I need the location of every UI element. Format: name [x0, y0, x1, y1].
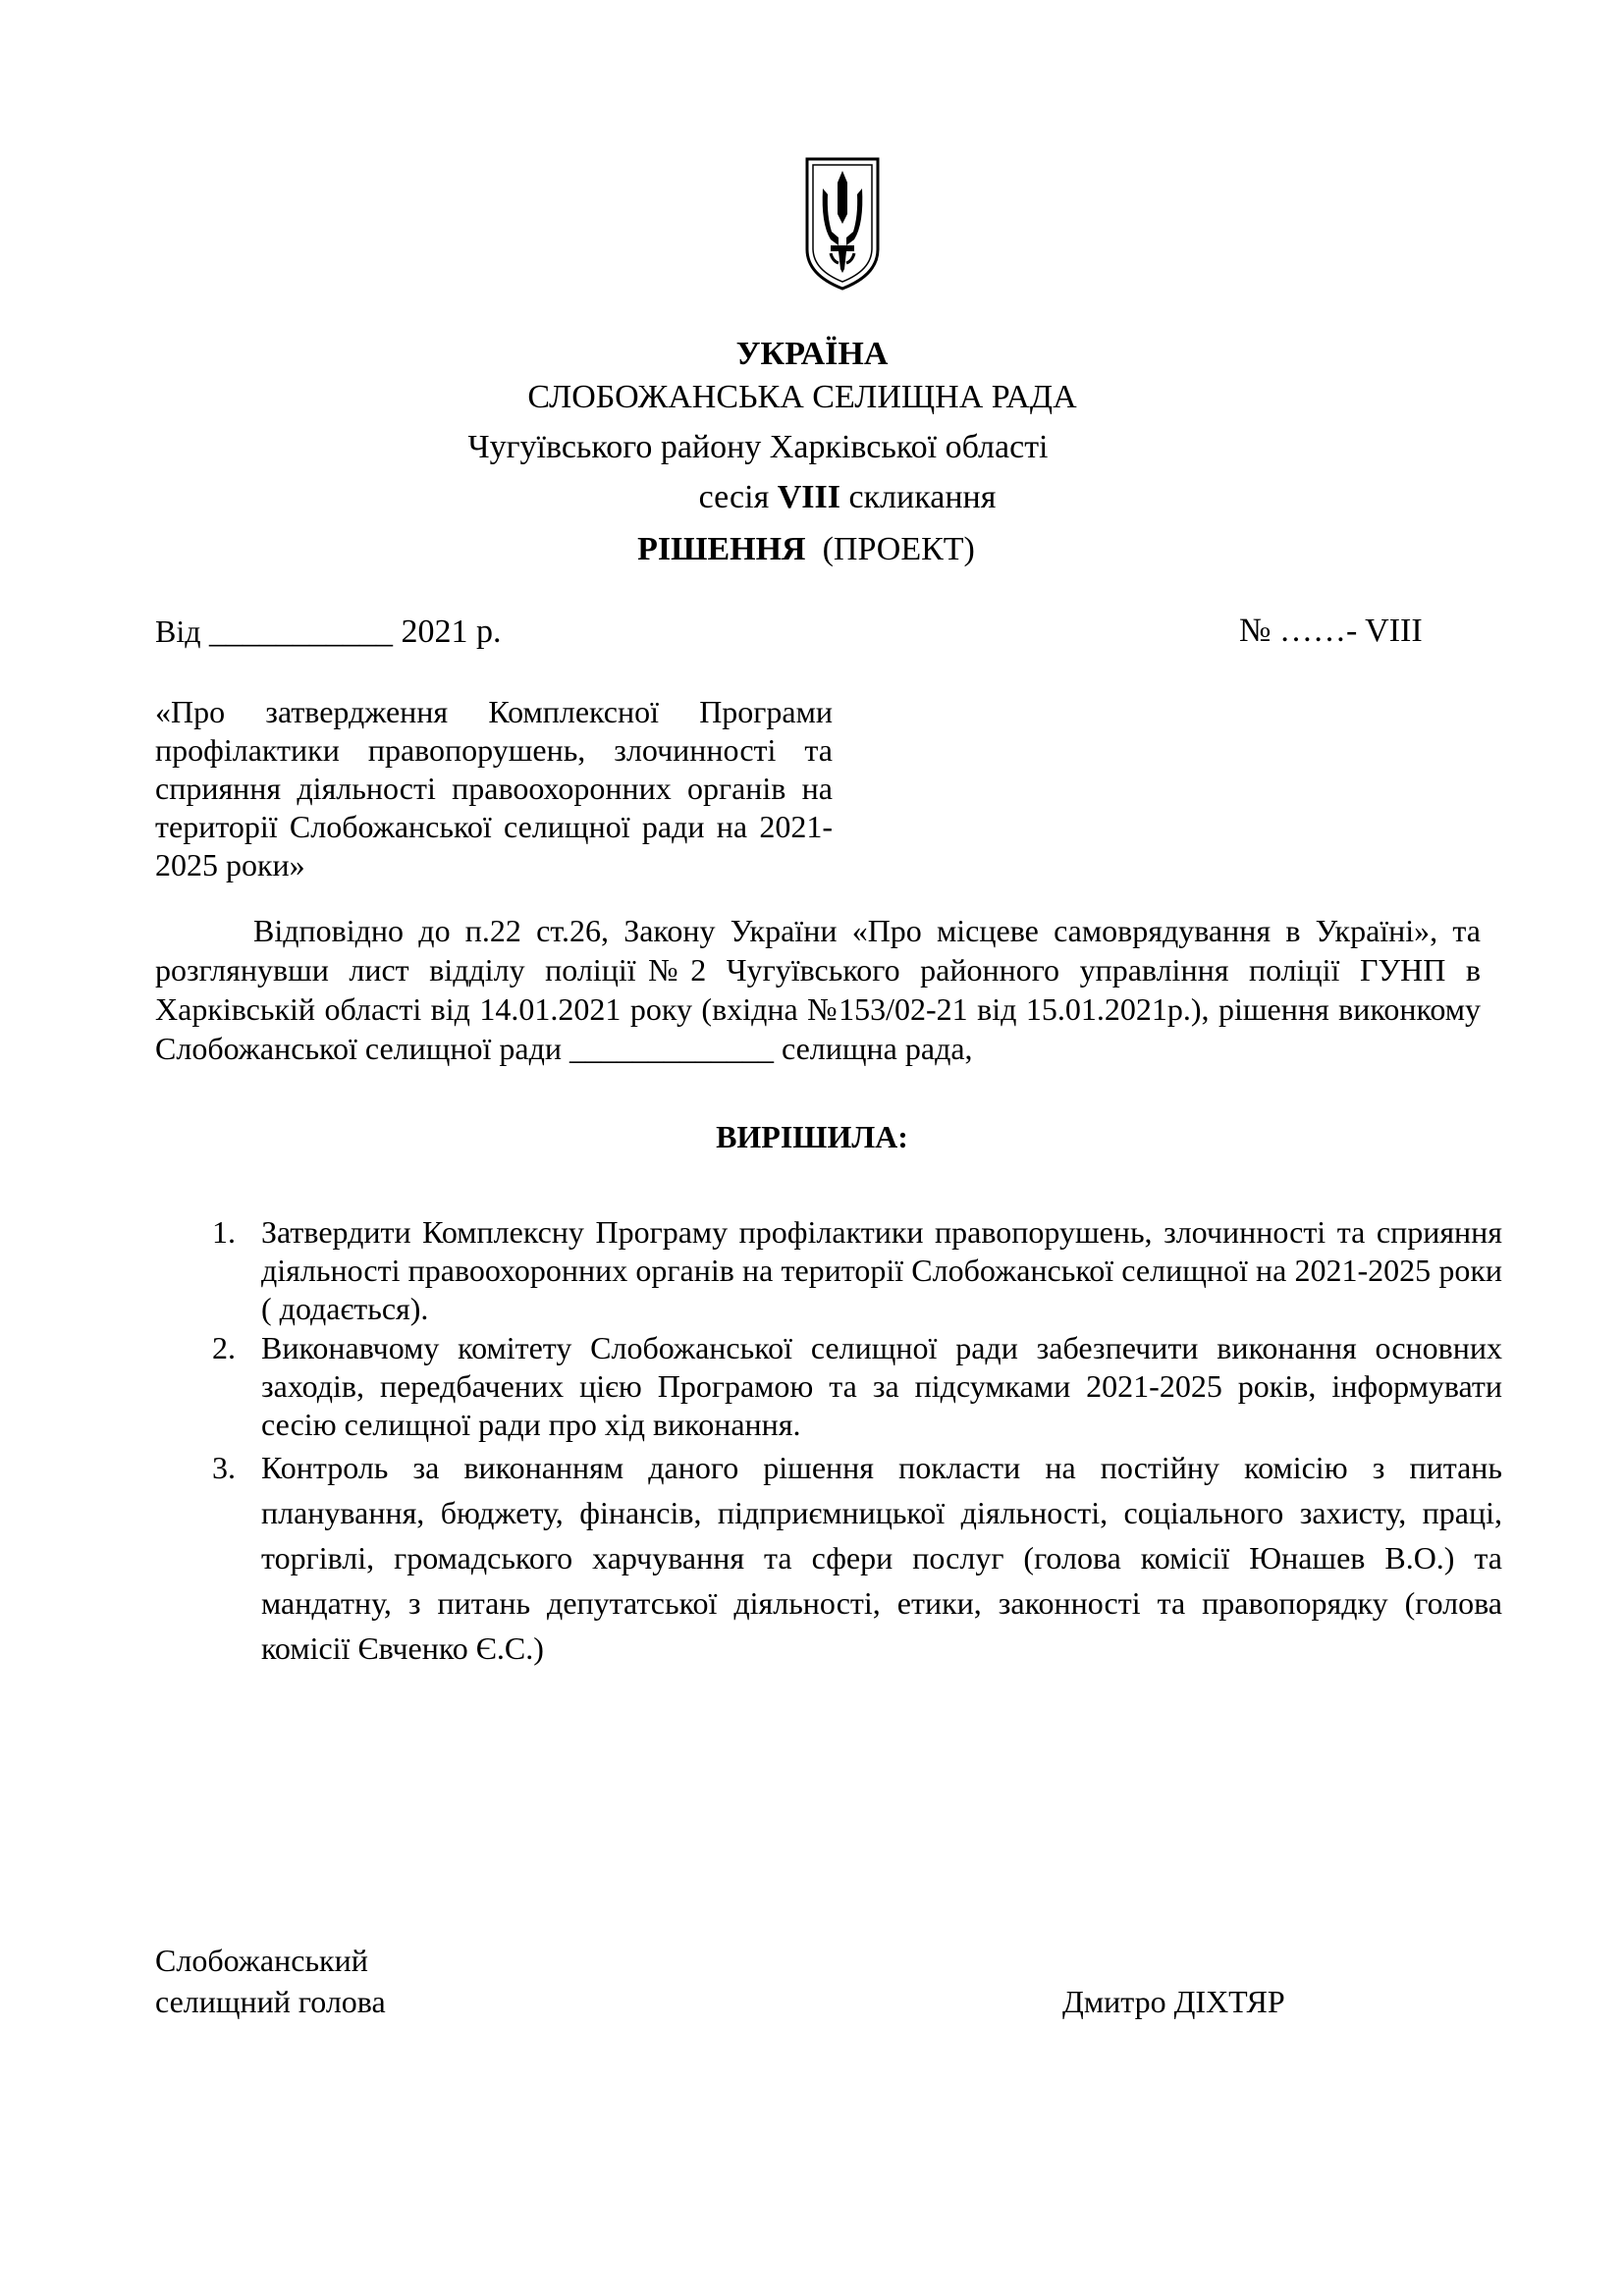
signature-position — [155, 1940, 386, 2022]
decision-number: № ……- VIII — [1239, 613, 1423, 649]
country-heading: УКРАЇНА — [735, 336, 889, 372]
council-name: СЛОБОЖАНСЬКА СЕЛИЩНА РАДА — [527, 379, 1077, 415]
session-line — [35, 478, 1624, 517]
item-text: Виконавчому комітету Слобожанської селищної ради забезпечити виконання основних заходів, передбачених цією Програмою та за підсумками 2021-2025 років, інформувати сесію селищної ради про хід виконання. — [261, 1330, 1502, 1442]
item-text: Затвердити Комплексну Програму профілактики правопорушень, злочинності та сприяння діяльності правоохоронних органів на території Слобожанської селищної на 2021-2025 роки ( додається). — [261, 1214, 1502, 1326]
session-post: скликання — [848, 479, 997, 515]
coat-of-arms-icon — [801, 155, 884, 293]
item-number: 3. — [212, 1450, 236, 1485]
session-pre: сесія — [698, 479, 770, 515]
resolved-heading: ВИРІШИЛА: — [716, 1119, 908, 1154]
decision-title: РІШЕННЯ — [637, 531, 806, 567]
draft-label: (ПРОЕКТ) — [822, 531, 975, 567]
signature-position-line1: Слобожанський — [155, 1943, 368, 1978]
signature-position-line2: селищний голова — [155, 1984, 386, 2019]
date-year: 2021 р. — [401, 614, 502, 650]
district-name — [0, 428, 1570, 467]
district-text: Чугуївського району Харківської області — [467, 429, 1049, 465]
item-number: 2. — [212, 1330, 236, 1365]
preamble-text: Відповідно до п.22 ст.26, Закону України «Про місцеве самоврядування в Україні», та розглянувши лист відділу поліції№2 Чугуївського районного управління поліції ГУНП в Харківській області від 14.01.2021 року (вхідна №153/02-21 від 15.01.2021р.), рішення виконкому Слобожанської селищної ради _____________ селищна рада, — [155, 913, 1481, 1066]
item-text: Контроль за виконанням даного рішення покласти на постійну комісію з питань планування, бюджету, фінансів, підприємницької діяльності, соціального захисту, праці, торгівлі, громадського харчування та сфери послуг (голова комісії Юнашев В.О.) та мандатну, з питань депутатської діяльності, етики, законності та правопорядку (голова комісії Євченко Є.С.) — [261, 1450, 1502, 1666]
signature-name: Дмитро ДІХТЯР — [1062, 1984, 1285, 2019]
session-number: VIII — [777, 479, 840, 515]
date-blank: ___________ — [209, 614, 394, 650]
preamble — [155, 911, 1481, 1068]
decision-heading — [0, 530, 1618, 569]
decision-title-block: «Про затвердження Комплексної Програми профілактики правопорушень, злочинності та сприяння діяльності правоохоронних органів на території Слобожанської селищної ради на 2021-2025 роки» — [155, 694, 833, 882]
date-prefix: Від — [155, 614, 201, 649]
date-line — [155, 612, 502, 652]
item-number: 1. — [212, 1214, 236, 1250]
